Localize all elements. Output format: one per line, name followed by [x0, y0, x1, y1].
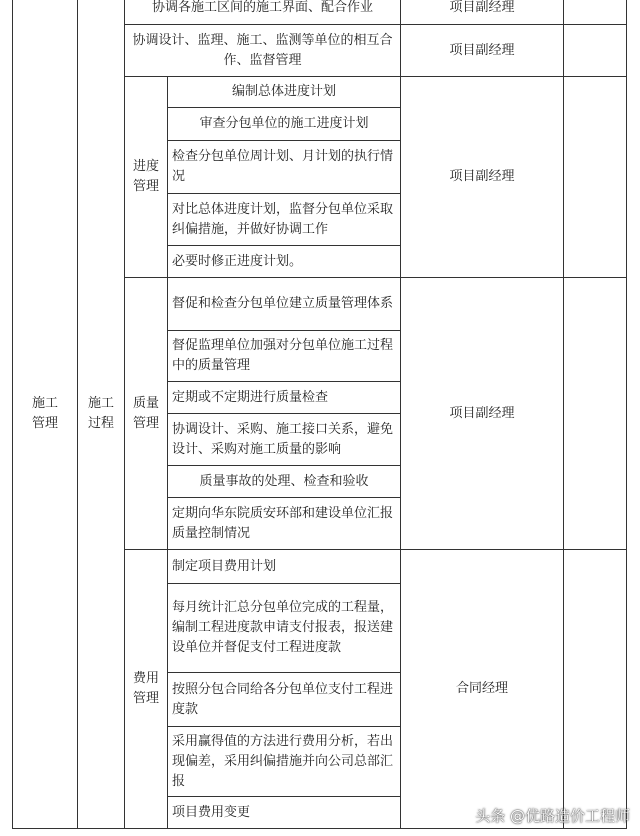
task-text: 协调设计、监理、施工、监测等单位的相互合作、监督管理 [132, 32, 393, 68]
category-label: 进度管理 [132, 159, 159, 194]
list-item [168, 466, 400, 497]
task-text: 对比总体进度计划，监督分包单位采取纠偏措施，并做好协调工作 [172, 201, 394, 237]
category-cell [125, 77, 167, 277]
role-cell [401, 0, 563, 24]
category-cell [125, 278, 167, 549]
list-item [168, 194, 400, 245]
role-text: 项目副经理 [449, 42, 515, 58]
table-row [125, 25, 400, 76]
list-item [168, 278, 400, 330]
task-text: 检查分包单位周计划、月计划的执行情况 [172, 149, 394, 184]
list-item [168, 550, 400, 583]
role-text: 项目副经理 [449, 169, 515, 184]
task-text: 督促和检查分包单位建立质量管理体系 [172, 296, 394, 311]
table-border-bottom [12, 828, 627, 829]
role-cell [401, 25, 563, 76]
category-label: 费用管理 [132, 671, 159, 706]
list-item [168, 414, 400, 465]
table-border-right [626, 0, 627, 828]
role-cell [401, 77, 563, 277]
list-item [168, 246, 400, 277]
level1-label: 施工管理 [31, 396, 58, 431]
role-text: 合同经理 [455, 681, 508, 696]
list-item [168, 331, 400, 381]
role-text: 项目副经理 [449, 405, 515, 421]
task-text: 制定项目费用计划 [172, 558, 277, 574]
list-item [168, 797, 400, 828]
level2-label: 施工过程 [87, 396, 114, 431]
list-item [168, 77, 400, 107]
role-text: 项目副经理 [449, 0, 515, 15]
level1-cell [13, 0, 77, 828]
task-text: 每月统计汇总分包单位完成的工程量，编制工程进度款申请支付报表，报送建设单位并督促支付工程进度款 [172, 600, 394, 655]
category-cell [125, 550, 167, 828]
task-text: 采用赢得值的方法进行费用分析，若出现偏差，采用纠偏措施并向公司总部汇报 [172, 733, 394, 789]
role-cell [401, 278, 563, 549]
task-text: 协调各施工区间的施工界面、配合作业 [151, 0, 373, 15]
col-divider-5 [563, 0, 564, 828]
task-text: 编制总体进度计划 [231, 84, 336, 99]
watermark: 头条 @优路造价工程师 [475, 807, 630, 825]
task-text: 必要时修正进度计划。 [172, 253, 303, 269]
task-text: 审查分包单位的施工进度计划 [199, 116, 369, 131]
list-item [168, 498, 400, 549]
list-item [168, 584, 400, 672]
category-label: 质量管理 [132, 395, 159, 431]
list-item [168, 382, 400, 413]
task-text: 项目费用变更 [172, 804, 251, 820]
role-cell [401, 550, 563, 828]
table-row [125, 0, 400, 24]
level2-cell [78, 0, 124, 828]
task-text: 定期或不定期进行质量检查 [172, 389, 329, 405]
list-item [168, 673, 400, 726]
task-text: 定期向华东院质安环部和建设单位汇报质量控制情况 [172, 505, 394, 541]
task-text: 协调设计、采购、施工接口关系，避免设计、采购对施工质量的影响 [172, 421, 394, 457]
task-text: 按照分包合同给各分包单位支付工程进度款 [172, 681, 394, 717]
task-text: 质量事故的处理、检查和验收 [199, 473, 369, 489]
list-item [168, 141, 400, 193]
list-item [168, 727, 400, 796]
task-text: 督促监理单位加强对分包单位施工过程中的质量管理 [172, 338, 394, 373]
list-item [168, 108, 400, 140]
